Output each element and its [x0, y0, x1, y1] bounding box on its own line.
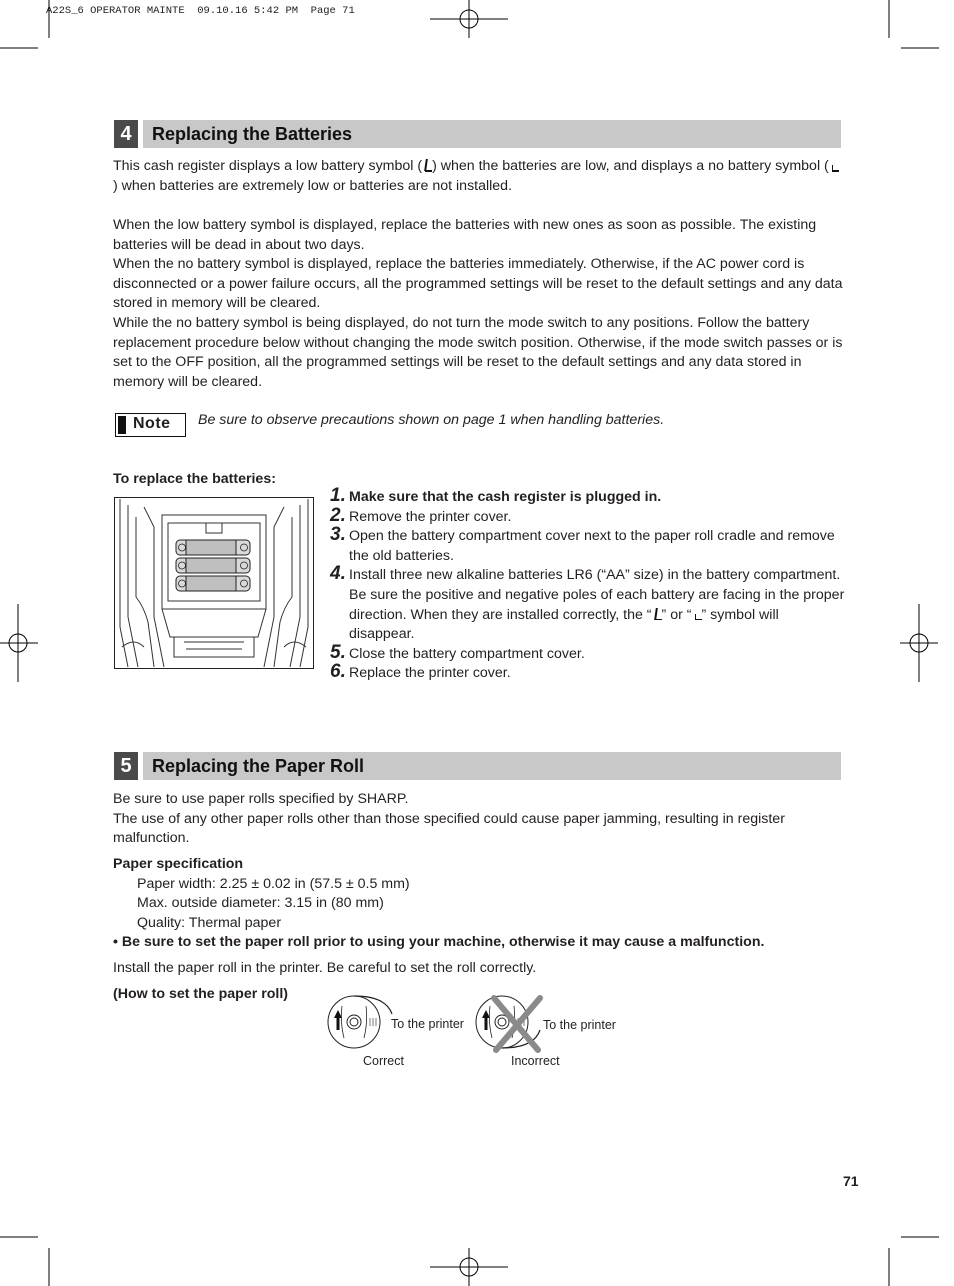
section-4-number: 4: [114, 120, 138, 148]
paper-warning: • Be sure to set the paper roll prior to using your machine, otherwise it may cause a malfunction.: [113, 934, 765, 951]
step-2-text: Remove the printer cover.: [349, 508, 512, 525]
step-1-text: Make sure that the cash register is plugged in.: [349, 489, 662, 505]
step-1: [330, 485, 845, 508]
battery-compartment-illustration: [114, 497, 314, 669]
spec-heading: Paper specification: [113, 856, 244, 872]
step-4: [330, 563, 845, 644]
step-3-text: Open the battery compartment cover next to the paper roll cradle and remove the old batteries.: [349, 528, 835, 564]
to-printer-label-incorrect: To the printer: [543, 1018, 616, 1032]
intro-part-c: ) when batteries are extremely low or batteries are not installed.: [113, 177, 513, 194]
step-6-text: Replace the printer cover.: [349, 665, 511, 682]
paper-roll-line-2: The use of any other paper rolls other than those specified could cause paper jamming, resulting in register malfunction.: [113, 810, 785, 847]
paper-roll-line-1: Be sure to use paper rolls specified by SHARP.: [113, 791, 409, 807]
low-battery-paragraph: When the low battery symbol is displayed, replace the batteries with new ones as soon as possible. The existing batteries will be dead in about two days.: [113, 217, 817, 253]
procedure-heading: To replace the batteries:: [113, 471, 276, 487]
battery-instructions: [113, 216, 843, 392]
paper-roll-intro: [113, 790, 843, 849]
install-text: Install the paper roll in the printer. Be careful to set the roll correctly.: [113, 960, 537, 976]
no-battery-symbol-icon: [692, 607, 702, 621]
no-battery-paragraph: When the no battery symbol is displayed, replace the batteries immediately. Otherwise, if the AC power cord is disconnected or a power failure occurs, all the programmed settings will be reset to the default settings and any data stored in memory will be cleared.: [113, 256, 843, 312]
note-badge-bar: [118, 416, 126, 434]
low-battery-symbol-icon: [652, 607, 662, 621]
step-2-number: 2.: [330, 504, 346, 526]
intro-part-a: This cash register displays a low battery symbol (: [113, 158, 423, 174]
note-text: Be sure to observe precautions shown on page 1 when handling batteries.: [198, 412, 665, 428]
page-number: 71: [843, 1173, 859, 1189]
intro-part-b: ) when the batteries are low, and displays a no battery symbol (: [432, 158, 829, 174]
step-5-text: Close the battery compartment cover.: [349, 645, 585, 662]
no-battery-symbol-icon: [829, 158, 839, 172]
spec-quality: Quality: Thermal paper: [137, 914, 282, 931]
caption-correct: Correct: [363, 1054, 404, 1068]
paper-specification: [113, 855, 843, 953]
spec-width: Paper width: 2.25 ± 0.02 in (57.5 ± 0.5 mm): [137, 875, 410, 892]
section-5-number: 5: [114, 752, 138, 780]
howto-heading: (How to set the paper roll): [113, 986, 288, 1002]
battery-steps: [330, 485, 845, 684]
caption-incorrect: Incorrect: [511, 1054, 560, 1068]
step-4-text-b: ” or “: [661, 606, 692, 623]
step-3: [330, 524, 845, 566]
battery-intro: [113, 157, 843, 196]
section-4-title: Replacing the Batteries: [143, 120, 841, 148]
note-badge: [115, 413, 186, 437]
step-5-number: 5.: [330, 641, 346, 663]
section-5-header: [114, 752, 841, 780]
step-3-number: 3.: [330, 524, 346, 546]
spec-diameter: Max. outside diameter: 3.15 in (80 mm): [137, 895, 384, 912]
step-5: [330, 641, 845, 665]
step-4-text-c: ” symbol will disappear.: [349, 606, 779, 643]
print-slug: A22S_6 OPERATOR MAINTE 09.10.16 5:42 PM Page 71: [46, 5, 355, 17]
step-4-number: 4.: [330, 563, 346, 585]
step-6: [330, 661, 845, 684]
note-label: Note: [133, 415, 171, 432]
step-4-text-a: Install three new alkaline batteries LR6 (“AA” size) in the battery compartment. Be sure the positive and negative poles of each battery are facing in the proper direction. When they are installed correctly, the “: [349, 567, 845, 623]
step-2: [330, 504, 845, 528]
step-1-number: 1.: [330, 485, 346, 506]
to-printer-label-correct: To the printer: [391, 1017, 464, 1031]
paper-roll-incorrect-icon: [474, 994, 554, 1054]
mode-switch-paragraph: While the no battery symbol is being displayed, do not turn the mode switch to any positions. Follow the battery replacement procedure below without changing the mode switch position. Otherwise, if the mode switch passes or is set to the OFF position, all the programmed settings will be reset to the default settings and any data stored in memory will be cleared.: [113, 314, 843, 390]
section-4-header: [114, 120, 841, 148]
step-6-number: 6.: [330, 661, 346, 683]
low-battery-symbol-icon: [422, 158, 432, 172]
section-5-title: Replacing the Paper Roll: [143, 752, 841, 780]
